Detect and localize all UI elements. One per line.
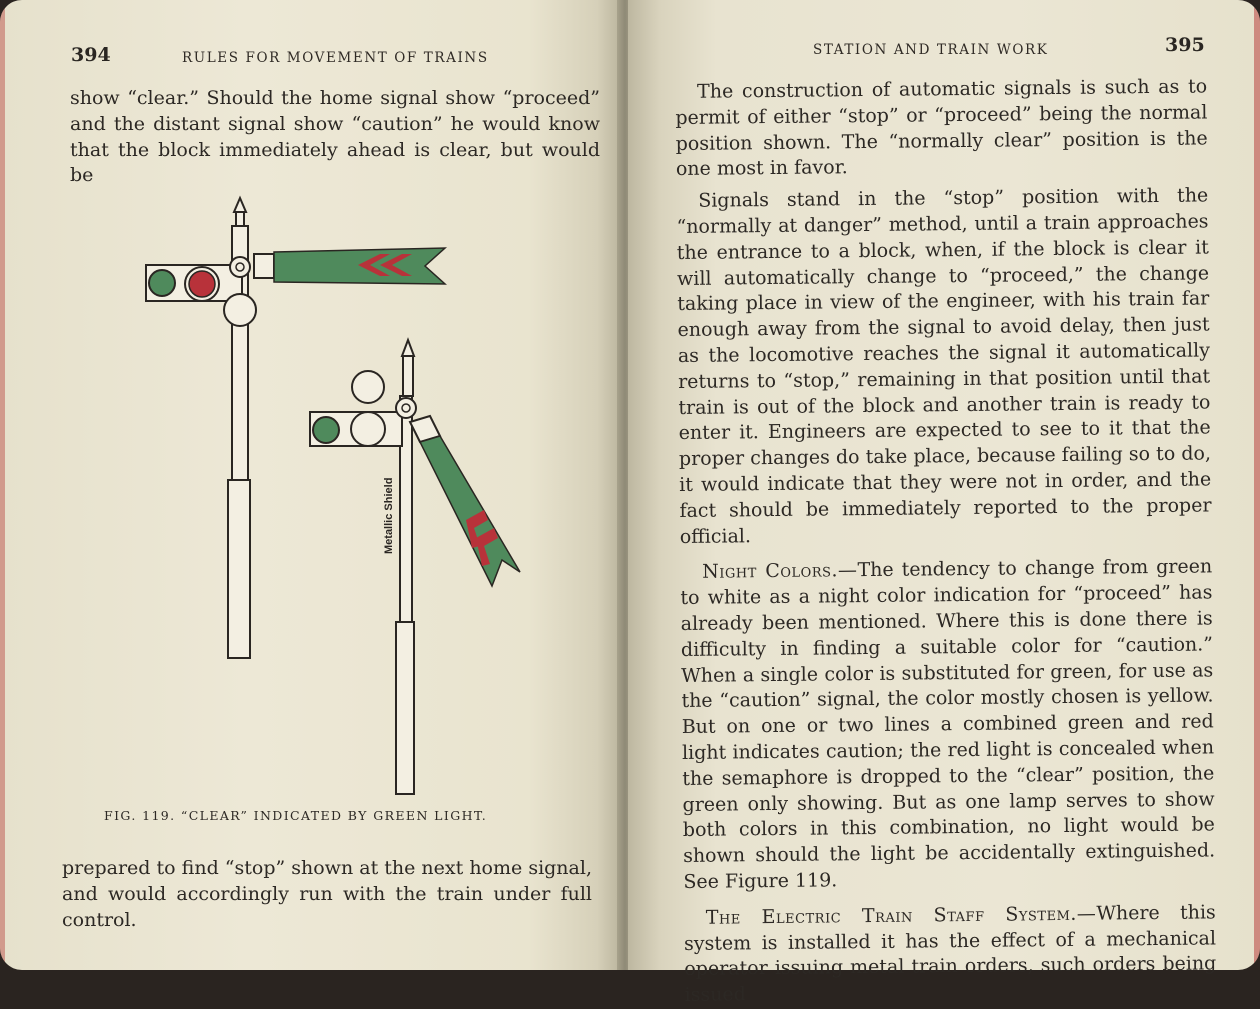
home-finial-neck — [236, 212, 244, 226]
electric-staff-heading: The Electric Train Staff System.— — [705, 902, 1097, 929]
paragraph-night-colors-text: The tendency to change from green to white as a night color indication for “proceed” has already been mentioned. Where this is done there is difficulty in finding a suitable color for “caution.” When a single color is substituted for green, for use as the “caution” signal, the color mostly chosen is yellow. But on one or two lines a combined green and red light indicates caution; the red light is concealed when the semaphore is dropped to the “clear” position, the green only showing. But as one lamp serves to show both colors in this combination, no light would be shown should the light be accidentally extinguished. See Figure 119. — [680, 555, 1216, 893]
distant-upper-ring — [352, 371, 384, 403]
home-red-lens — [189, 271, 215, 297]
distant-semaphore-blade — [420, 436, 520, 586]
paragraph-electric-staff — [684, 900, 1217, 1009]
paragraph-night-colors — [680, 555, 1215, 896]
left-running-header: RULES FOR MOVEMENT OF TRAINS — [182, 50, 489, 66]
distant-mast-base — [396, 622, 414, 794]
home-lower-ring — [224, 294, 256, 326]
signal-figure — [140, 190, 540, 810]
paragraph-signals-stand-text: Signals stand in the “stop” position with the “normally at danger” method, until a train approaches the entrance to a block, when, if the block is clear it will automatically change to “proceed,” the change taking place in view of the engineer, with his train far enough away from the signal to avoid delay, then just as the locomotive reaches the signal it automatically returns to “stop,” remaining in that position until that train is out of the block and another train is ready to enter it. Engineers are expected to see to it that the proper changes do take place, because failing so to do, it would indicate that they were not in order, and the fact should be immediately reported to the proper official. — [676, 184, 1212, 548]
distant-finial-neck — [403, 356, 413, 396]
left-bottom-text: prepared to find “stop” shown at the next home signal, and would accordingly run with the train under full control. — [62, 857, 592, 931]
book-edge-left — [0, 0, 5, 970]
right-running-header: STATION AND TRAIN WORK — [813, 42, 1049, 58]
distant-pivot-hub — [402, 404, 410, 412]
night-colors-heading: Night Colors.— — [702, 559, 858, 584]
left-bottom-paragraph — [62, 856, 592, 933]
distant-clear-lens — [351, 412, 385, 446]
left-page — [0, 0, 622, 970]
distant-finial — [402, 340, 414, 356]
left-page-number: 394 — [71, 44, 111, 66]
home-pivot-hub — [236, 263, 244, 271]
figure-caption: FIG. 119. “CLEAR” INDICATED BY GREEN LIGHT. — [104, 808, 488, 823]
right-text-body — [675, 74, 1217, 1008]
paragraph-electric-staff-text: Where this system is installed it has the effect of a mechanical operator issuing metal train orders, such orders being issued — [683, 901, 1217, 1007]
home-blade-clamp — [254, 254, 274, 278]
semaphore-illustration — [140, 190, 540, 810]
home-semaphore-blade — [274, 248, 445, 284]
distant-signal — [310, 340, 520, 794]
right-page-number: 395 — [1165, 34, 1205, 56]
metallic-shield-label: Metallic Shield — [383, 477, 395, 554]
paragraph-signals-stand — [676, 184, 1212, 551]
left-top-paragraph — [70, 86, 600, 189]
left-top-text: show “clear.” Should the home signal show “proceed” and the distant signal show “caution” he would know that the block immediately ahead is clear, but would be — [70, 87, 600, 187]
home-finial — [234, 198, 246, 212]
home-green-lens — [149, 270, 175, 296]
paragraph-construction — [675, 74, 1208, 183]
paragraph-construction-text: The construction of automatic signals is such as to permit of either “stop” or “proceed” being the normal position shown. The “normally clear” position is the one most in favor. — [675, 75, 1208, 181]
book-edge-right — [1254, 0, 1260, 970]
home-mast-base — [228, 480, 250, 658]
distant-green-lens — [313, 417, 339, 443]
